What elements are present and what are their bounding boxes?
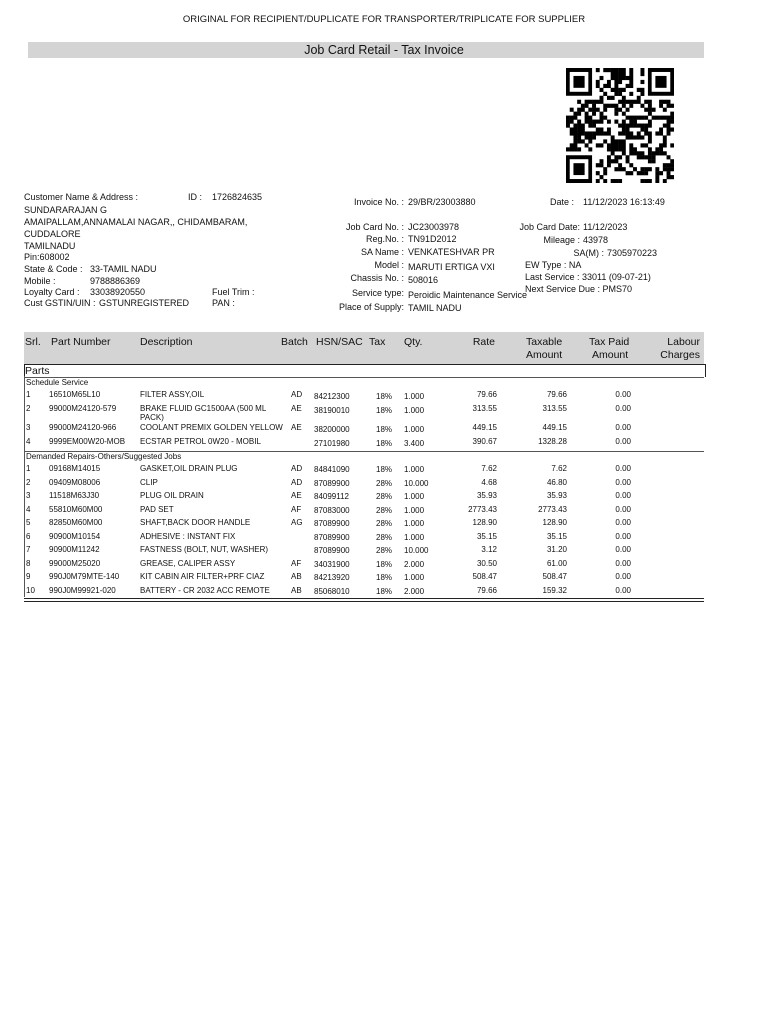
ew-type: EW Type : NA: [525, 260, 582, 270]
cell-batch: AF: [291, 559, 302, 568]
cell-tax: 18%: [376, 425, 393, 434]
model-value: MARUTI ERTIGA VXI: [408, 262, 495, 272]
cell-tax: 18%: [376, 392, 393, 401]
cell-part-number: 82850M60M00: [49, 518, 103, 527]
col-taxpaid-2: Amount: [592, 349, 629, 361]
cell-qty: 1.000: [404, 392, 425, 401]
loyalty-value: 33038920550: [90, 287, 146, 297]
cell-hsn: 84099112: [314, 492, 349, 501]
cell-taxpaid: 0.00: [615, 404, 631, 413]
chassis-label: Chassis No. :: [350, 273, 404, 283]
reg-no-label: Reg.No. :: [365, 234, 404, 244]
cell-rate: 390.67: [472, 437, 497, 446]
cell-qty: 1.000: [404, 492, 425, 501]
col-hsn: HSN/SAC: [316, 336, 363, 348]
cell-taxpaid: 0.00: [615, 423, 631, 432]
cell-taxable: 35.93: [546, 491, 567, 500]
cell-part-number: 11518M63J30: [49, 491, 100, 500]
cell-hsn: 38190010: [314, 406, 350, 415]
cell-hsn: 84213920: [314, 573, 350, 582]
cell-hsn: 87089900: [314, 479, 350, 488]
cell-tax: 18%: [376, 439, 393, 448]
cell-batch: AB: [291, 572, 302, 581]
cell-srl: 3: [26, 491, 31, 500]
cell-batch: AE: [291, 404, 302, 413]
cell-taxpaid: 0.00: [615, 505, 631, 514]
date-value: 11/12/2023 16:13:49: [583, 197, 665, 207]
cell-rate: 79.66: [476, 390, 497, 399]
col-taxable-2: Amount: [526, 349, 563, 361]
cell-description: FILTER ASSY,OIL: [140, 390, 205, 399]
cell-srl: 8: [26, 559, 31, 568]
cell-taxpaid: 0.00: [615, 586, 631, 595]
cell-part-number: 55810M60M00: [49, 505, 103, 514]
col-qty: Qty.: [404, 336, 423, 348]
cell-part-number: 9999EM00W20-MOB: [49, 437, 126, 446]
cell-rate: 449.15: [472, 423, 497, 432]
cell-batch: AG: [291, 518, 303, 527]
reg-no-value: TN91D2012: [408, 234, 457, 244]
cell-tax: 18%: [376, 406, 393, 415]
customer-name: SUNDARARAJAN G: [24, 205, 108, 215]
col-srl: Srl.: [25, 336, 41, 348]
cell-tax: 28%: [376, 519, 393, 528]
cell-taxpaid: 0.00: [615, 518, 631, 527]
state-value: 33-TAMIL NADU: [90, 264, 157, 274]
cell-taxpaid: 0.00: [615, 545, 631, 554]
cell-batch: AD: [291, 478, 303, 487]
cell-part-number: 09168M14015: [49, 464, 101, 473]
cell-taxpaid: 0.00: [615, 478, 631, 487]
col-taxpaid-1: Tax Paid: [589, 336, 630, 348]
col-labour-2: Charges: [660, 349, 700, 361]
cell-hsn: 84212300: [314, 392, 350, 401]
cell-tax: 28%: [376, 479, 393, 488]
cell-part-number: 990J0M99921-020: [49, 586, 116, 595]
cell-part-number: 90900M10154: [49, 532, 101, 541]
model-label: Model :: [374, 260, 404, 270]
cell-tax: 28%: [376, 492, 393, 501]
sa-name-label: SA Name :: [360, 247, 404, 257]
cell-batch: AD: [291, 390, 303, 399]
cell-rate: 30.50: [476, 559, 497, 568]
job-card-date-label: Job Card Date:: [519, 222, 580, 232]
cell-taxable: 61.00: [546, 559, 567, 568]
place-of-supply-value: TAMIL NADU: [408, 303, 462, 313]
job-card-no-label: Job Card No. :: [345, 222, 404, 232]
cell-srl: 4: [26, 437, 31, 446]
customer-address-1: AMAIPALLAM,ANNAMALAI NAGAR,, CHIDAMBARAM,: [24, 217, 248, 227]
cell-srl: 2: [26, 404, 31, 413]
gstin-label: Cust GSTIN/UIN :: [24, 298, 96, 308]
customer-address-2: CUDDALORE: [24, 229, 81, 239]
col-description: Description: [140, 336, 193, 348]
cell-tax: 28%: [376, 506, 393, 515]
cell-rate: 35.93: [476, 491, 497, 500]
cell-description: PLUG OIL DRAIN: [140, 491, 204, 500]
cell-qty: 1.000: [404, 465, 425, 474]
cell-srl: 1: [26, 464, 31, 473]
cell-taxpaid: 0.00: [615, 464, 631, 473]
customer-id-label: ID :: [188, 192, 203, 202]
cell-qty: 1.000: [404, 406, 425, 415]
parts-box: [24, 364, 706, 377]
cell-description: ADHESIVE : INSTANT FIX: [140, 532, 236, 541]
cell-taxable: 79.66: [546, 390, 567, 399]
cell-taxable: 35.15: [546, 532, 567, 541]
cell-description: SHAFT,BACK DOOR HANDLE: [140, 518, 251, 527]
cell-description: CLIP: [140, 478, 158, 487]
cell-qty: 10.000: [404, 546, 429, 555]
pan-label: PAN :: [212, 298, 235, 308]
cell-rate: 7.62: [481, 464, 497, 473]
gstin-value: GSTUNREGISTERED: [99, 298, 190, 308]
cell-taxpaid: 0.00: [615, 491, 631, 500]
cell-qty: 1.000: [404, 533, 425, 542]
cell-part-number: 16510M65L10: [49, 390, 101, 399]
cell-taxpaid: 0.00: [615, 390, 631, 399]
cell-taxable: 7.62: [551, 464, 567, 473]
cell-taxable: 1328.28: [538, 437, 567, 446]
cell-taxpaid: 0.00: [615, 532, 631, 541]
cell-part-number: 99000M25020: [49, 559, 101, 568]
cell-hsn: 38200000: [314, 425, 350, 434]
job-card-date-value: 11/12/2023: [583, 222, 628, 232]
section-demanded-repairs: Demanded Repairs-Others/Suggested Jobs: [26, 452, 182, 461]
next-service-due: Next Service Due : PMS70: [525, 284, 633, 294]
cell-qty: 1.000: [404, 519, 425, 528]
col-part-number: Part Number: [51, 336, 111, 348]
cell-tax: 18%: [376, 560, 393, 569]
cell-srl: 2: [26, 478, 31, 487]
fuel-trim-label: Fuel Trim :: [212, 287, 255, 297]
col-rate: Rate: [472, 336, 495, 348]
cell-hsn: 87089900: [314, 546, 350, 555]
cell-qty: 3.400: [404, 439, 425, 448]
cell-hsn: 87089900: [314, 533, 350, 542]
cell-taxable: 159.32: [542, 586, 567, 595]
cell-qty: 2.000: [404, 587, 425, 596]
cell-srl: 5: [26, 518, 31, 527]
cell-hsn: 87083000: [314, 506, 350, 515]
cell-batch: AF: [291, 505, 302, 514]
qr-code: [566, 68, 674, 183]
cell-taxable: 128.90: [542, 518, 567, 527]
cell-rate: 313.55: [472, 404, 497, 413]
cell-srl: 4: [26, 505, 31, 514]
cell-srl: 10: [26, 586, 35, 595]
sam-label: SA(M) :: [573, 248, 604, 258]
loyalty-label: Loyalty Card :: [24, 287, 80, 297]
invoice-no-value: 29/BR/23003880: [408, 197, 476, 207]
job-card-no-value: JC23003978: [408, 222, 460, 232]
cell-taxpaid: 0.00: [615, 572, 631, 581]
cell-description: GASKET,OIL DRAIN PLUG: [140, 464, 238, 473]
cell-part-number: 09409M08006: [49, 478, 101, 487]
sam-value: 7305970223: [607, 248, 658, 258]
cell-tax: 28%: [376, 533, 393, 542]
document-title: Job Card Retail - Tax Invoice: [304, 43, 464, 57]
customer-pin: Pin:608002: [24, 252, 70, 262]
chassis-value: 508016: [408, 275, 439, 285]
cell-qty: 1.000: [404, 506, 425, 515]
cell-tax: 18%: [376, 465, 393, 474]
cell-srl: 3: [26, 423, 31, 432]
mobile-label: Mobile :: [24, 276, 56, 286]
cell-rate: 4.68: [481, 478, 497, 487]
cell-description: PAD SET: [140, 505, 174, 514]
cell-rate: 35.15: [476, 532, 497, 541]
parts-label: Parts: [25, 365, 50, 377]
cell-rate: 3.12: [481, 545, 497, 554]
service-type-value: Peroidic Maintenance Service: [408, 290, 528, 300]
cell-qty: 1.000: [404, 573, 425, 582]
place-of-supply-label: Place of Supply:: [338, 302, 404, 312]
cell-taxable: 2773.43: [538, 505, 567, 514]
state-label: State & Code :: [24, 264, 83, 274]
mileage-label: Mileage :: [543, 235, 580, 245]
cell-description: BRAKE FLUID GC1500AA (500 ML: [140, 404, 267, 413]
mobile-value: 9788886369: [90, 276, 141, 286]
cell-hsn: 34031900: [314, 560, 350, 569]
cell-taxpaid: 0.00: [615, 437, 631, 446]
mileage-value: 43978: [583, 235, 609, 245]
cell-srl: 1: [26, 390, 31, 399]
cell-rate: 508.47: [472, 572, 497, 581]
cell-batch: AD: [291, 464, 303, 473]
cell-hsn: 27101980: [314, 439, 350, 448]
cell-taxable: 313.55: [542, 404, 567, 413]
section-divider-top: [24, 377, 704, 378]
cell-srl: 6: [26, 532, 31, 541]
cell-part-number: 99000M24120-579: [49, 404, 117, 413]
cell-description: COOLANT PREMIX GOLDEN YELLOW: [140, 423, 283, 432]
cell-tax: 28%: [376, 546, 393, 555]
cell-qty: 2.000: [404, 560, 425, 569]
col-tax: Tax: [369, 336, 386, 348]
cell-description: GREASE, CALIPER ASSY: [140, 559, 236, 568]
cell-batch: AE: [291, 423, 302, 432]
col-batch: Batch: [281, 336, 308, 348]
cell-taxable: 46.80: [546, 478, 567, 487]
customer-address-3: TAMILNADU: [24, 241, 76, 251]
cell-taxable: 449.15: [542, 423, 567, 432]
service-type-label: Service type:: [351, 288, 404, 298]
cell-taxable: 31.20: [546, 545, 567, 554]
cell-rate: 128.90: [472, 518, 497, 527]
cell-description: FASTNESS (BOLT, NUT, WASHER): [140, 545, 269, 554]
cell-rate: 79.66: [476, 586, 497, 595]
cell-hsn: 84841090: [314, 465, 350, 474]
cell-taxable: 508.47: [542, 572, 567, 581]
sa-name-value: VENKATESHVAR PR: [408, 247, 495, 257]
section-schedule-service: Schedule Service: [26, 378, 89, 387]
col-taxable-1: Taxable: [526, 336, 563, 348]
table-left-rule: [24, 376, 25, 597]
cell-tax: 18%: [376, 587, 393, 596]
cell-description: ECSTAR PETROL 0W20 - MOBIL: [140, 437, 261, 446]
cell-taxpaid: 0.00: [615, 559, 631, 568]
col-labour-1: Labour: [667, 336, 700, 348]
last-service: Last Service : 33011 (09-07-21): [525, 272, 651, 282]
copy-designation: ORIGINAL FOR RECIPIENT/DUPLICATE FOR TRANSPORTER/TRIPLICATE FOR SUPPLIER: [182, 14, 586, 25]
cell-srl: 7: [26, 545, 31, 554]
cell-hsn: 87089900: [314, 519, 350, 528]
cell-qty: 10.000: [404, 479, 429, 488]
cell-batch: AE: [291, 491, 302, 500]
table-bottom-rule: [24, 598, 704, 602]
cell-qty: 1.000: [404, 425, 425, 434]
customer-id-value: 1726824635: [212, 192, 263, 202]
cell-rate: 2773.43: [468, 505, 497, 514]
cell-description: KIT CABIN AIR FILTER+PRF CIAZ: [140, 572, 265, 581]
customer-label: Customer Name & Address :: [24, 192, 139, 202]
cell-srl: 9: [26, 572, 31, 581]
cell-tax: 18%: [376, 573, 393, 582]
cell-part-number: 90900M11242: [49, 545, 100, 554]
cell-batch: AB: [291, 586, 302, 595]
cell-part-number: 99000M24120-966: [49, 423, 117, 432]
cell-description: BATTERY - CR 2032 ACC REMOTE: [140, 586, 270, 595]
cell-description-cont: PACK): [140, 413, 164, 422]
cell-hsn: 85068010: [314, 587, 350, 596]
cell-part-number: 990J0M79MTE-140: [49, 572, 120, 581]
date-label: Date :: [550, 197, 575, 207]
invoice-no-label: Invoice No. :: [353, 197, 404, 207]
